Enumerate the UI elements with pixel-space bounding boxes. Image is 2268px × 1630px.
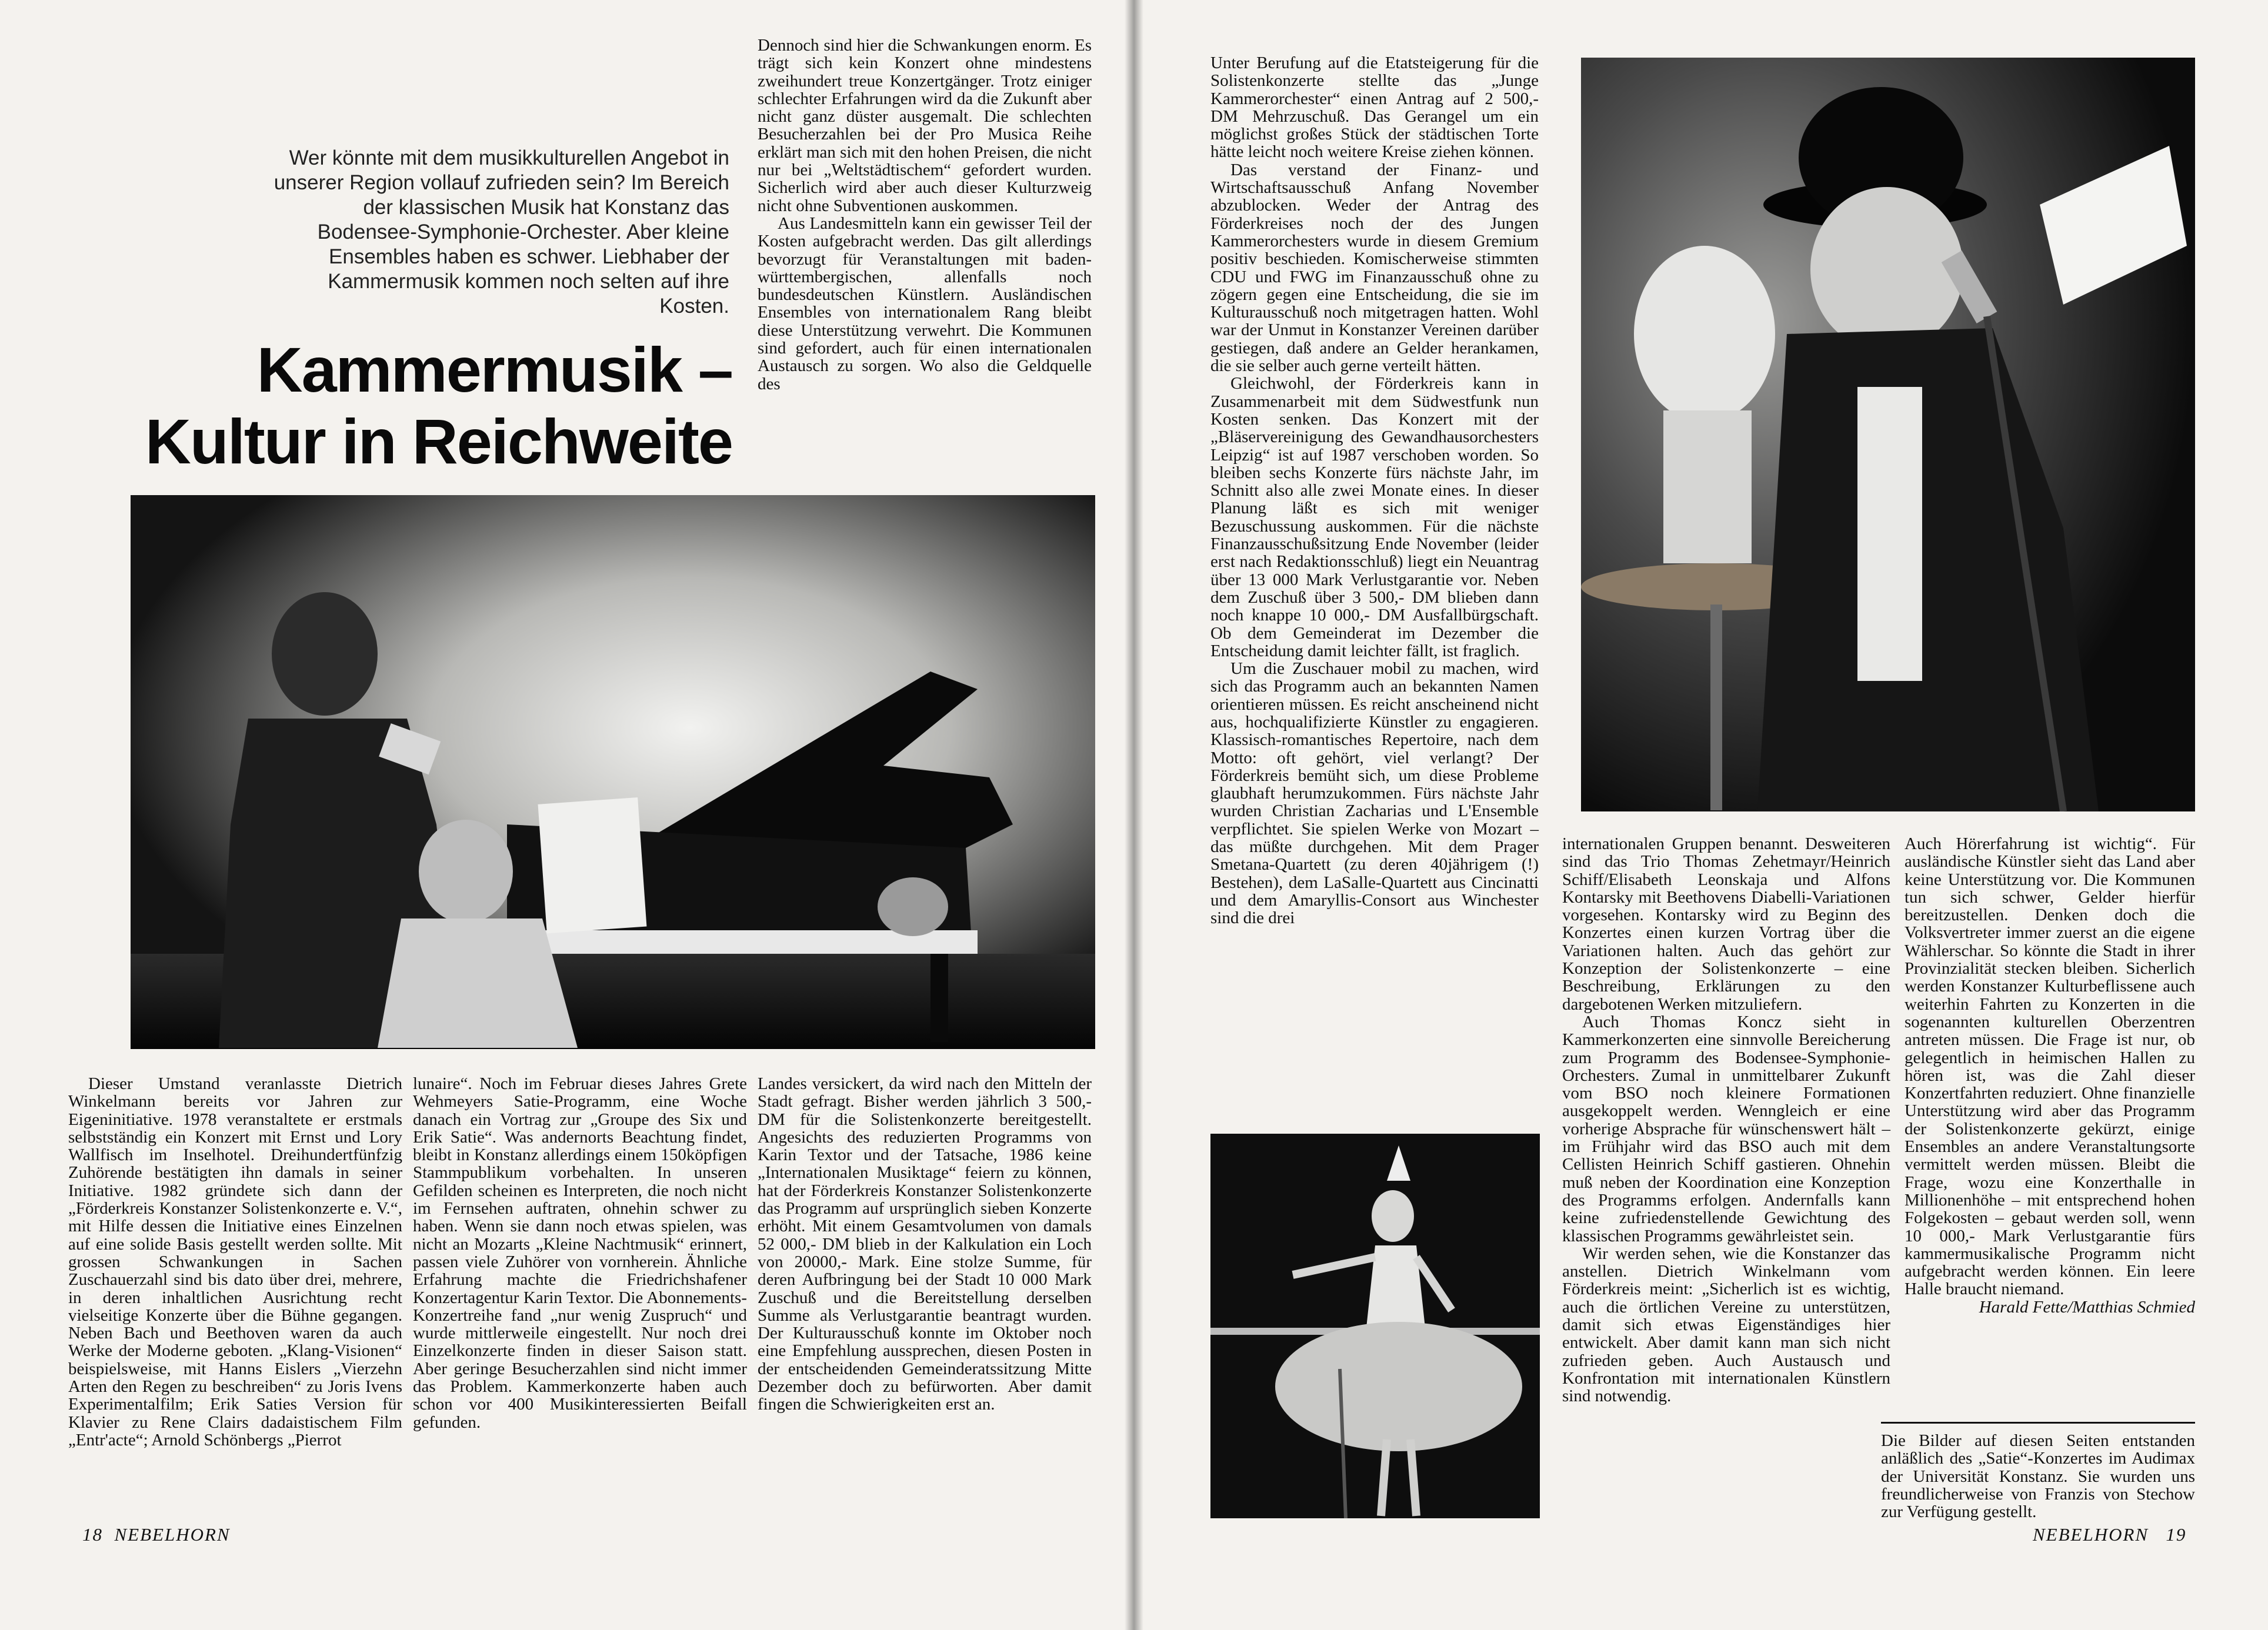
paragraph: Auch Thomas Koncz sieht in Kammerkonzerten eine sinnvolle Bereicherung zum Programm des Bodensee-Symphonie-Orchesters. Zumal in unmittelbarer Zukunft vom BSO noch kleinere Formationen ausgekoppelt werden. Wenngleich er eine vorherige Absprache für wünschenswert hält – im Frühjahr wird das BSO auch mit dem Cellisten Heinrich Schiff gastieren. Ohnehin muß neben der Koordination eine Konzeption des Programms erfolgen. Andernfalls kann keine zufriedenstellende Gewichtung des klassischen Programms gewährleistet sein. [1562,1012,1890,1245]
folio-right [2033,1524,2186,1545]
column-bottom-2 [413,1075,747,1431]
performer-photo-image [1581,58,2195,811]
dancer-photo [1210,1134,1540,1518]
paragraph: Dennoch sind hier die Schwankungen enorm. Es trägt sich kein Konzert ohne mindestens zweihundert treue Konzertgänger. Trotz einiger schlechter Erfahrungen wird da die Zukunft aber nicht ganz düster ausgemalt. Die schlechten Besucherzahlen bei der Pro Musica Reihe erklärt man sich mit den hohen Preisen, die nicht nur bei „Weltstädtischem“ gefordert wurden. Sicherlich wird aber auch dieser Kulturzweig nicht ohne Subventionen auskommen. [758,36,1092,215]
paragraph: lunaire“. Noch im Februar dieses Jahres Grete Wehmeyers Satie-Programm, eine Woche danach ein Vortrag zur „Groupe des Six und Erik Satie“. Was andernorts Beachtung findet, bleibt in Konstanz allerdings einem 150köpfigen Stammpublikum vorbehalten. In unseren Gefilden scheinen es Interpreten, die noch nicht im Fernsehen auftraten, ohnehin schwer zu haben. Wenn sie dann noch etwas spielen, was nicht an Mozarts „Kleine Nachtmusik“ erinnert, passen viele Zuhörer von vornherein. Ähnliche Erfahrung machte die Friedrichshafener Konzertagentur Karin Textor. Die Abonnements-Konzertreihe fand „nur wenig Zuspruch“ und wurde mittlerweile eingestellt. Nur noch drei Einzelkonzerte finden in dieser Saison statt. Aber geringe Besucherzahlen sind nicht immer das Problem. Kammerkonzerte haben auch schon vor 400 Musikinteressierten Beifall gefunden. [413,1074,747,1432]
headline-line-2: Kultur in Reichweite [145,406,732,477]
author-signature: Harald Fette/Matthias Schmied [1979,1297,2195,1317]
book-gutter [1125,0,1143,1630]
column-top-right [758,36,1092,393]
paragraph: Wir werden sehen, wie die Konstanzer das anstellen. Dietrich Winkelmann vom Förderkreis meint: „Sicherlich ist es wichtig, auch die örtlichen Vereine zu unterstützen, damit sich etwas Eigenständiges hier entwickelt. Aber damit kann man sich nicht zufrieden geben. Auch Austausch und Konfrontation mit internationalen Künstlern sind notwendig. [1562,1244,1890,1406]
headline [59,334,732,477]
paragraph: Unter Berufung auf die Etatsteigerung für die Solistenkonzerte stellte das „Junge Kammerorchester“ einen Antrag auf 2 500,- DM Mehrzuschuß. Das Gerangel um ein möglichst großes Stück der städtischen Torte hätte leicht noch weitere Kreise ziehen können. [1210,54,1539,162]
column-bottom-1 [68,1075,402,1449]
dancer-photo-image [1210,1134,1540,1518]
publication-name-left: NEBELHORN [114,1524,231,1545]
piano-photo [131,495,1095,1049]
page-number-left: 18 [82,1524,103,1545]
headline-line-1: Kammermusik – [256,334,732,405]
publication-name-right: NEBELHORN [2033,1524,2149,1545]
paragraph: Um die Zuschauer mobil zu machen, wird sich das Programm auch an bekannten Namen orientieren müssen. Es reicht anscheinend nicht aus, hochqualifizierte Künstler zu engagieren. Klassisch-romantisches Repertoire, nach dem Motto: oft gehört, viel verlangt? Der Förderkreis bemüht sich, um diese Probleme glaubhaft herumzukommen. Fürs nächste Jahr wurden Christian Zacharias und L'Ensemble verpflichtet. Sie spielen Werke von Mozart – das müßte durchgehen. Mit dem Prager Smetana-Quartett (zu deren 40jährigem (!) Bestehen), dem LaSalle-Quartett aus Cincinatti und dem Amaryllis-Consort aus Winchester sind die drei [1210,659,1539,928]
performer-photo [1581,58,2195,811]
paragraph: Gleichwohl, der Förderkreis kann in Zusammenarbeit mit dem Südwestfunk nun Kosten senken. Das Konzert mit der „Bläservereinigung des Gewandhausorchesters Leipzig“ ist auf 1987 verschoben worden. So bleiben sechs Konzerte fürs nächste Jahr, im Schnitt also alle zwei Monate eines. In dieser Planung läßt es sich mit weniger Bezuschussung auskommen. Für die nächste Finanzausschußsitzung Ende November (leider erst nach Redaktionsschluß) liegt ein Neuantrag über 13 000 Mark Verlustgarantie vor. Neben dem Zuschuß über 3 500,- DM blieben dann noch knappe 10 000,- DM Ausfallbürgschaft. Ob dem Gemeinderat im Dezember die Entscheidung damit leichter fällt, ist fraglich. [1210,374,1539,660]
column-right-1 [1210,54,1539,927]
paragraph: Auch Hörerfahrung ist wichtig“. Für ausländische Künstler sieht das Land aber keine Unterstützung vor. Die Kommunen tun sich schwer, Gelder hierfür bereitzustellen. Denken doch die Volksvertreter immer zuerst an die eigene Wählerschar. So könnte die Stadt in ihrer Provinzialität stecken bleiben. Sicherlich werden Konstanzer Kulturbeflissene auch weiterhin Fahrten zu Konzerten in die sogenannten kulturellen Oberzentren antreten müssen. Die Frage ist nur, ob gelegentlich in heimischen Hallen zu hören ist, was die Zahl dieser Konzertfahrten reduziert. Ohne finanzielle Unterstützung wird aber das Programm der Solistenkonzerte gekürzt, einige Ensembles an andere Veranstaltungsorte vermittelt werden müssen. Bleibt die Frage, wozu eine Konzerthalle in Millionenhöhe – mit entsprechend hohen Folgekosten – gebaut werden soll, wenn 10 000,- Mark Verlustgarantie fürs kammermusikalische Programm nicht aufgebracht werden können. Ein leere Halle braucht niemand. [1905,834,2195,1299]
column-right-2 [1562,835,1890,1405]
paragraph: Aus Landesmitteln kann ein gewisser Teil der Kosten aufgebracht werden. Das gilt allerdings bevorzugt für Veranstaltungen mit baden-württembergischen, allenfalls noch bundesdeutschen Künstlern. Ausländischen Ensembles von internationalem Rang bleibt diese Unterstützung verwehrt. Die Kommunen sind gefordert, auch für einen internationalen Austausch zu sorgen. Wo also die Geldquelle des [758,213,1092,393]
right-page [1134,0,2268,1630]
paragraph: internationalen Gruppen benannt. Desweiteren sind das Trio Thomas Zehetmayr/Heinrich Schiff/Elisabeth Leonskaja und Alfons Kontarsky mit Beethovens Diabelli-Variationen vorgesehen. Kontarsky wird zu Beginn des Konzertes einen kurzen Vortrag über die Variationen halten. Auch das gehört zur Konzeption der Solistenkonzerte – eine Beschreibung, Erklärungen zu den dargebotenen Werken mitzuliefern. [1562,834,1890,1014]
column-bottom-3 [758,1075,1092,1414]
paragraph: Dieser Umstand veranlasste Dietrich Winkelmann bereits vor Jahren zur Eigeninitiative. 1978 veranstaltete er erstmals selbstständig ein Konzert mit Ernst und Lory Wallfisch im Inselhotel. Dreihundertfünfzig Zuhörende bestätigten ihn damals in seiner Initiative. 1982 gründete sich dann der „Förderkreis Konstanzer Solistenkonzerte e. V.“, mit Hilfe dessen die Initiative eines Einzelnen auf eine solide Basis gestellt werden sollte. Mit grossen Schwankungen in Sachen Zuschauerzahl sind bis dato über drei, mehrere, in deren inhaltlichen Ausrichtung recht vielseitige Konzerte über die Bühne gegangen. Neben Bach und Beethoven waren da auch Werke der Moderne geboten. „Klang-Visionen“ beispielsweise, mit Hanns Eislers „Vierzehn Arten den Regen zu beschreiben“ zu Joris Ivens Experimentalfilm; Erik Saties Version für Klavier zu Rene Clairs dadaistischem Film „Entr'acte“; Arnold Schönbergs „Pierrot [68,1074,402,1449]
folio-left [82,1524,231,1545]
piano-photo-image [131,495,1095,1049]
lead-paragraph: Wer könnte mit dem musikkulturellen Angebot in unserer Region vollauf zufrieden sein? Im Bereich der klassischen Musik hat Konstanz das Bodensee-Symphonie-Orchester. Aber kleine Ensembles haben es schwer. Liebhaber der Kammermusik kommen noch selten auf ihre Kosten. [274,146,729,318]
paragraph: Das verstand der Finanz- und Wirtschaftsausschuß Anfang November abzublocken. Weder der Antrag des Förderkreises noch der des Jungen Kammerorchesters wurde in diesem Gremium positiv beschieden. Komischerweise stimmten CDU und FWG im Finanzausschuß ohne zu zögern gegen eine Entscheidung, die sie im Kulturausschuß noch mitgetragen hatten. Wohl war der Unmut in Konstanzer Vereinen darüber gestiegen, daß andere an Gelder herankamen, die sie selber auch gerne verteilt hätten. [1210,160,1539,376]
paragraph: Landes versickert, da wird nach den Mitteln der Stadt gefragt. Bisher werden jährlich 3 500,- DM für die Solistenkonzerte bereitgestellt. Angesichts des reduzierten Programms von Karin Textor und der Tatsache, 1986 keine „Internationalen Musiktage“ feiern zu können, hat der Förderkreis Konstanzer Solistenkonzerte das Programm auf ursprünglich sieben Konzerte erhöht. Mit einem Gesamtvolumen von damals 52 000,- DM blieb in der Kalkulation ein Loch von 20000,- Mark. Eine stolze Summe, für deren Aufbringung bei der Stadt 10 000 Mark Zuschuß und die Bereitstellung derselben Summe als Verlustgarantie beantragt wurden. Der Kulturausschuß konnte im Oktober noch eine Empfehlung aussprechen, diesen Posten in der entscheidenden Gemeinderatssitzung Mitte Dezember doch zu befürworten. Aber damit fingen die Schwierigkeiten erst an. [758,1074,1092,1414]
page-number-right: 19 [2166,1524,2187,1545]
column-right-3 [1905,835,2195,1316]
photo-caption [1881,1422,2195,1521]
caption-text: Die Bilder auf diesen Seiten entstanden anläßlich des „Satie“-Konzertes im Audimax der Universität Konstanz. Sie wurden uns freundlicherweise von Franzis von Stechow zur Verfügung gestellt. [1881,1431,2195,1522]
